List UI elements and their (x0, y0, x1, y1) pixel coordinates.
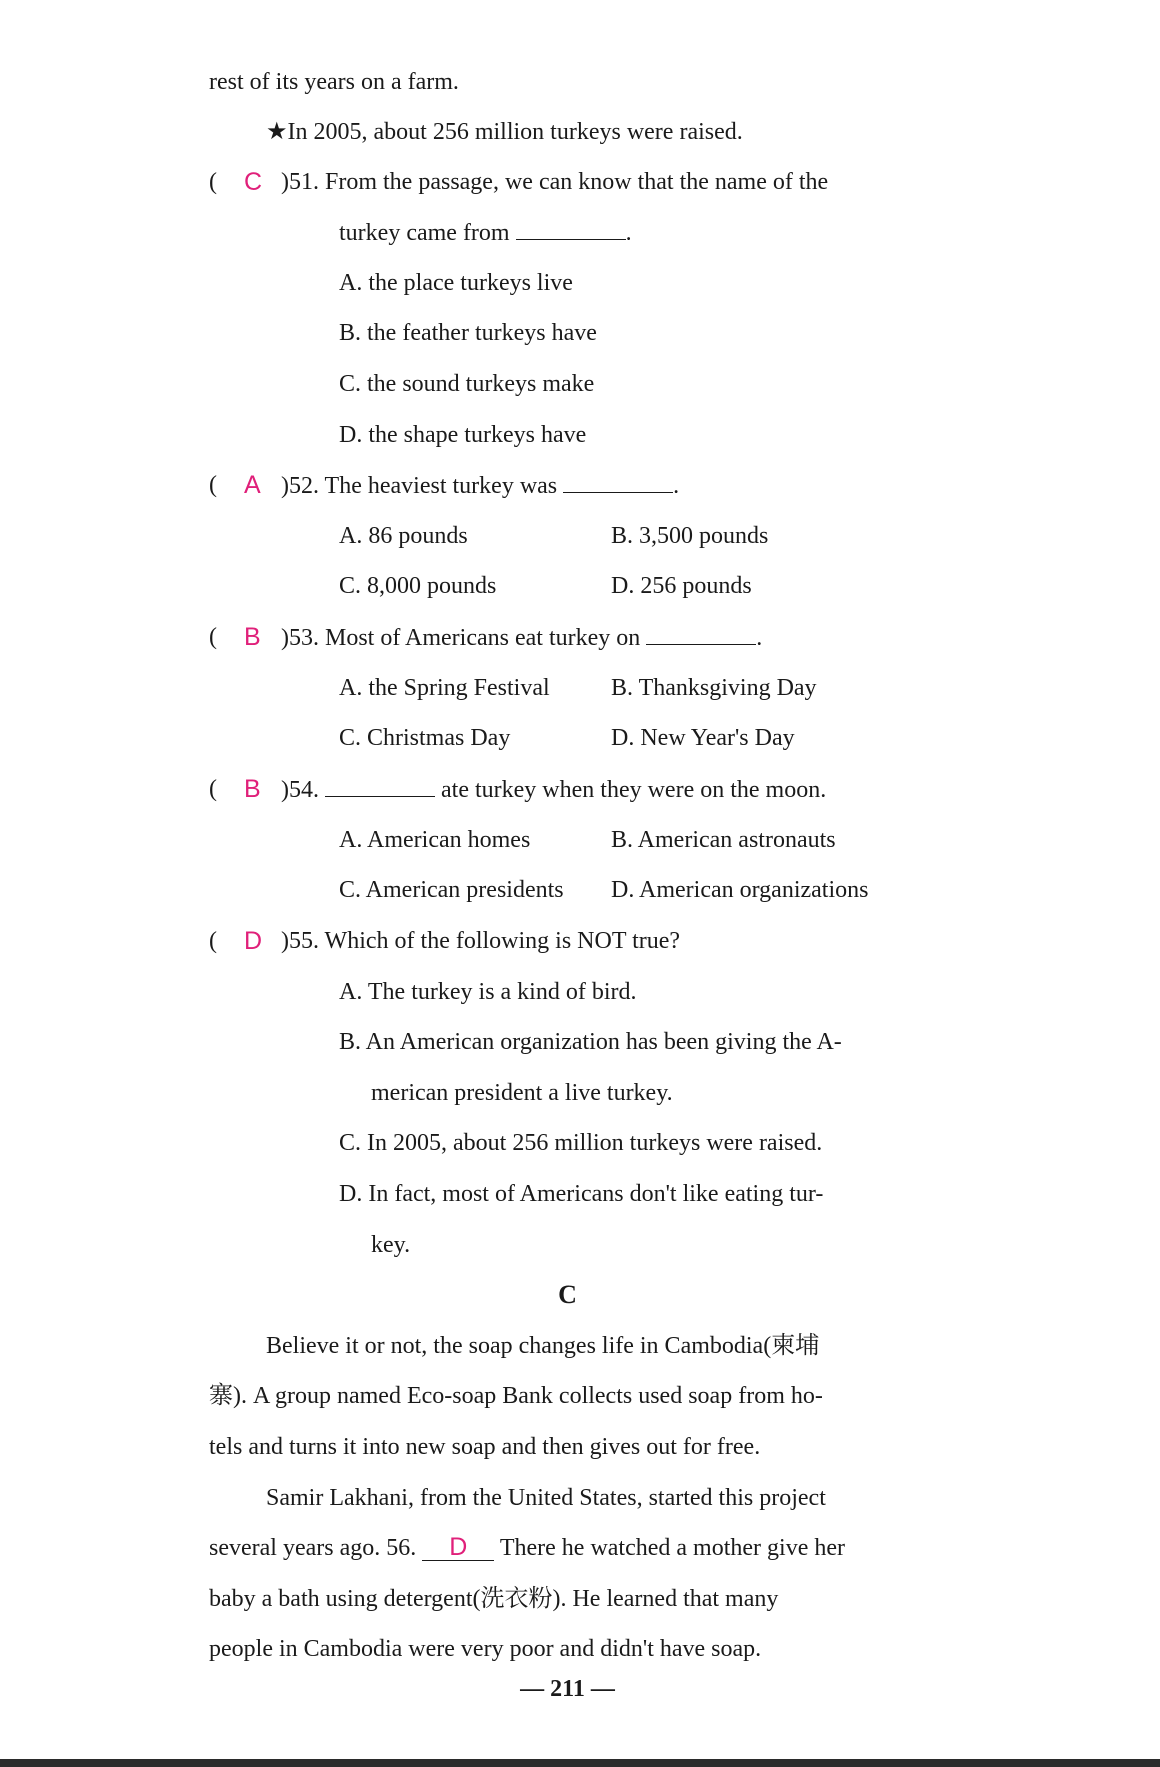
answer-blank (516, 217, 626, 240)
text-line-star: ★In 2005, about 256 million turkeys were raised. (266, 119, 743, 145)
answer-51: C (244, 168, 263, 196)
question-51-stem-cont (339, 217, 632, 248)
text-line: rest of its years on a farm. (209, 69, 459, 95)
cloze-suffix: There he watched a mother give her (499, 1535, 845, 1561)
answer-blank (325, 774, 435, 797)
option-53-d: D. New Year's Day (611, 725, 795, 751)
question-51-stem (281, 167, 927, 197)
question-54-stem (281, 774, 826, 805)
question-51-text-2: turkey came from (339, 220, 510, 246)
option-51-d: D. the shape turkeys have (339, 422, 587, 448)
answer-55: D (244, 927, 263, 955)
question-55-stem: )55. Which of the following is NOT true? (281, 928, 681, 954)
option-51-c: C. the sound turkeys make (339, 371, 595, 397)
option-55-a: A. The turkey is a kind of bird. (339, 979, 637, 1005)
option-54-a: A. American homes (339, 827, 531, 853)
question-54-text: ate turkey when they were on the moon. (441, 777, 827, 803)
paren-open: ( (209, 928, 217, 954)
answer-53: B (244, 623, 261, 651)
option-52-b: B. 3,500 pounds (611, 523, 769, 549)
paren-open: ( (209, 169, 217, 195)
paragraph-line: people in Cambodia were very poor and didn't have soap. (209, 1636, 762, 1662)
answer-54: B (244, 775, 261, 803)
question-52-stem (281, 470, 679, 501)
option-51-b: B. the feather turkeys have (339, 320, 597, 346)
bottom-bar (0, 1759, 1160, 1767)
period: . (673, 473, 680, 499)
paragraph-line: Believe it or not, the soap changes life in Cambodia(柬埔 (266, 1333, 820, 1359)
option-52-a: A. 86 pounds (339, 523, 468, 549)
question-51-text: )51. From the passage, we can know that the name of the (281, 169, 829, 195)
paragraph-line: 寨). A group named Eco-soap Bank collects used soap from ho- (209, 1383, 823, 1409)
option-53-c: C. Christmas Day (339, 725, 511, 751)
paragraph-line: tels and turns it into new soap and then gives out for free. (209, 1434, 761, 1460)
option-55-d-cont: key. (371, 1232, 411, 1258)
question-54-number: )54. (281, 777, 319, 803)
paren-open: ( (209, 776, 217, 802)
option-52-d: D. 256 pounds (611, 573, 752, 599)
option-54-d: D. American organizations (611, 877, 869, 903)
paragraph-line: Samir Lakhani, from the United States, started this project (266, 1485, 826, 1511)
option-55-c: C. In 2005, about 256 million turkeys were raised. (339, 1130, 823, 1156)
option-55-b-cont: merican president a live turkey. (371, 1080, 673, 1106)
answer-52: A (244, 471, 261, 499)
section-title: C (558, 1280, 577, 1309)
page-number: — 211 — (520, 1676, 615, 1702)
option-54-c: C. American presidents (339, 877, 564, 903)
option-55-b: B. An American organization has been giving the A- (339, 1029, 842, 1055)
option-53-b: B. Thanksgiving Day (611, 675, 817, 701)
paragraph-line: baby a bath using detergent(洗衣粉). He learned that many (209, 1586, 779, 1612)
option-54-b: B. American astronauts (611, 827, 836, 853)
period: . (625, 220, 632, 246)
answer-56: D (422, 1534, 494, 1561)
answer-blank (563, 470, 673, 493)
period: . (756, 625, 763, 651)
option-55-d: D. In fact, most of Americans don't like eating tur- (339, 1181, 824, 1207)
option-53-a: A. the Spring Festival (339, 675, 550, 701)
paren-open: ( (209, 624, 217, 650)
question-53-text: )53. Most of Americans eat turkey on (281, 625, 641, 651)
paragraph-line-cloze (209, 1533, 845, 1563)
question-53-stem (281, 622, 762, 653)
answer-blank (646, 622, 756, 645)
cloze-prefix: several years ago. 56. (209, 1535, 417, 1561)
paren-open: ( (209, 472, 217, 498)
question-52-text: )52. The heaviest turkey was (281, 473, 558, 499)
option-51-a: A. the place turkeys live (339, 270, 573, 296)
option-52-c: C. 8,000 pounds (339, 573, 497, 599)
